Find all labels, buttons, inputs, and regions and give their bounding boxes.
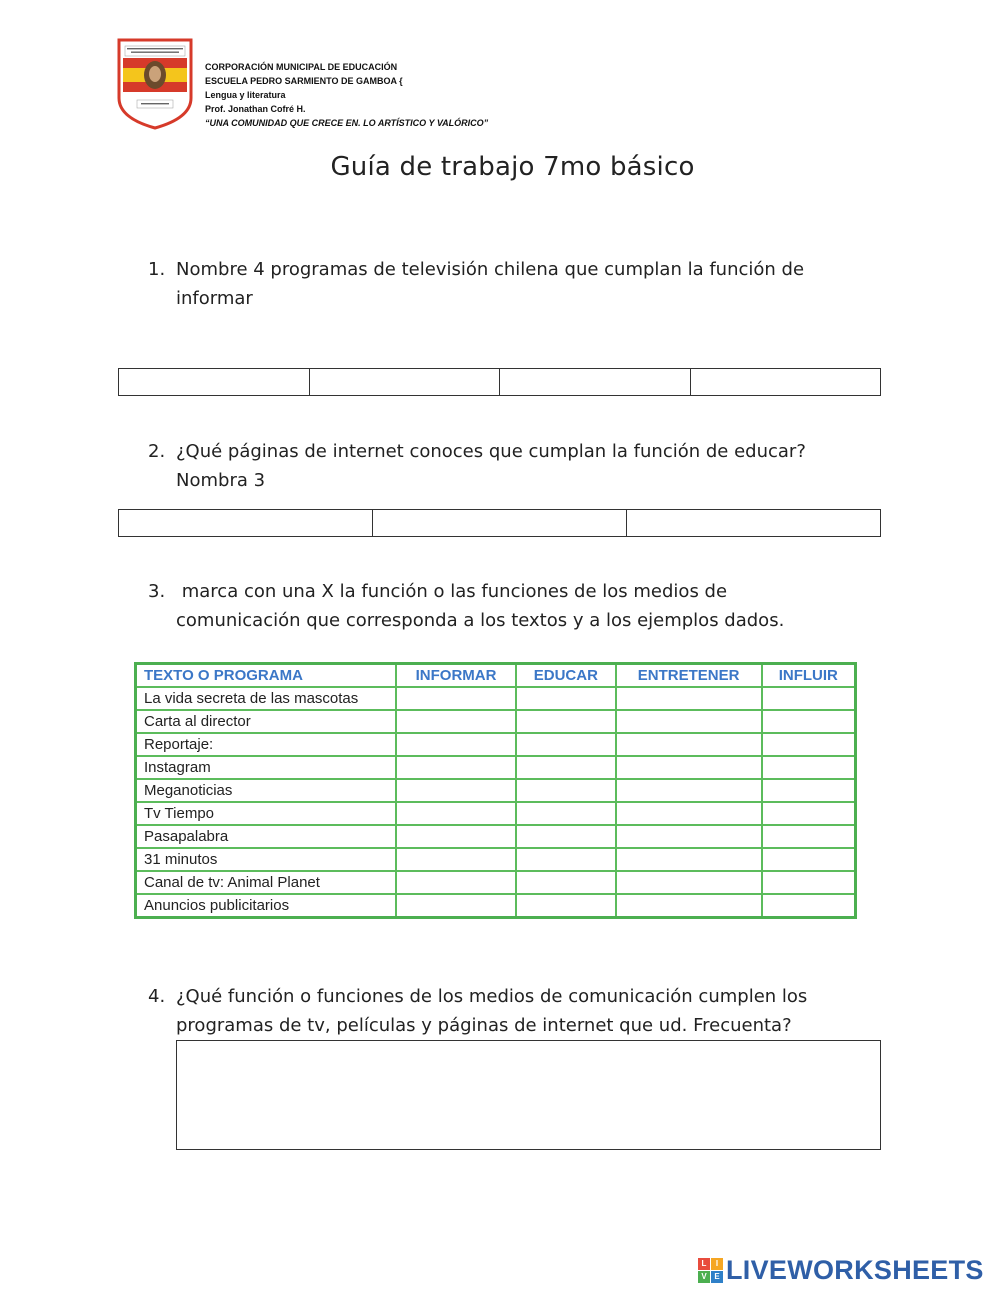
mark-cell-entertain[interactable] (616, 848, 762, 871)
logo-tile-l: L (698, 1258, 710, 1270)
program-name: 31 minutos (136, 848, 397, 871)
header-line-teacher: Prof. Jonathan Cofré H. (205, 104, 306, 114)
mark-cell-inform[interactable] (396, 710, 516, 733)
mark-cell-influence[interactable] (762, 687, 856, 710)
mark-cell-educate[interactable] (516, 756, 615, 779)
mark-cell-inform[interactable] (396, 779, 516, 802)
mark-cell-educate[interactable] (516, 687, 615, 710)
school-header (205, 60, 488, 130)
mark-cell-educate[interactable] (516, 825, 615, 848)
question-2-line2: Nombra 3 (176, 470, 266, 491)
mark-cell-influence[interactable] (762, 756, 856, 779)
mark-cell-inform[interactable] (396, 825, 516, 848)
table-header-row (136, 664, 856, 688)
question-1-line1: Nombre 4 programas de televisión chilena que cumplan la función de (176, 259, 805, 280)
col-header-program: TEXTO O PROGRAMA (136, 664, 397, 688)
col-header-educate: EDUCAR (516, 664, 615, 688)
question-3-line2: comunicación que corresponda a los textos y a los ejemplos dados. (176, 610, 785, 631)
program-name: Anuncios publicitarios (136, 894, 397, 918)
mark-cell-influence[interactable] (762, 802, 856, 825)
answer-cell-q2-1[interactable] (119, 510, 372, 536)
program-name: Canal de tv: Animal Planet (136, 871, 397, 894)
mark-cell-inform[interactable] (396, 802, 516, 825)
mark-cell-inform[interactable] (396, 756, 516, 779)
mark-cell-entertain[interactable] (616, 802, 762, 825)
answer-cell-q2-2[interactable] (372, 510, 626, 536)
table-row (136, 802, 856, 825)
table-row (136, 756, 856, 779)
mark-cell-influence[interactable] (762, 825, 856, 848)
table-row (136, 710, 856, 733)
mark-cell-entertain[interactable] (616, 825, 762, 848)
mark-cell-entertain[interactable] (616, 687, 762, 710)
mark-cell-inform[interactable] (396, 894, 516, 918)
answer-row-q1 (118, 368, 881, 396)
mark-cell-educate[interactable] (516, 710, 615, 733)
table-row (136, 848, 856, 871)
question-4-number: 4. (148, 986, 166, 1007)
question-4-line1: ¿Qué función o funciones de los medios de comunicación cumplen los (176, 986, 808, 1007)
school-crest-logo (117, 38, 193, 130)
col-header-entertain: ENTRETENER (616, 664, 762, 688)
table-row (136, 687, 856, 710)
mark-cell-influence[interactable] (762, 871, 856, 894)
mark-cell-inform[interactable] (396, 687, 516, 710)
header-motto: “UNA COMUNIDAD QUE CRECE EN. LO ARTÍSTICO Y VALÓRICO” (205, 118, 489, 128)
mark-cell-educate[interactable] (516, 733, 615, 756)
mark-cell-inform[interactable] (396, 871, 516, 894)
logo-tile-e: E (711, 1271, 723, 1283)
mark-cell-educate[interactable] (516, 848, 615, 871)
answer-cell-q1-3[interactable] (499, 369, 690, 395)
question-4 (148, 982, 908, 1042)
answer-cell-q2-3[interactable] (626, 510, 880, 536)
table-body (136, 687, 856, 918)
mark-cell-entertain[interactable] (616, 756, 762, 779)
question-4-line2: programas de tv, películas y páginas de internet que ud. Frecuenta? (176, 1015, 792, 1036)
question-1-number: 1. (148, 259, 166, 280)
col-header-influence: INFLUIR (762, 664, 856, 688)
program-name: Carta al director (136, 710, 397, 733)
answer-cell-q1-1[interactable] (119, 369, 309, 395)
question-1-line2: informar (176, 288, 253, 309)
mark-cell-inform[interactable] (396, 733, 516, 756)
mark-cell-entertain[interactable] (616, 733, 762, 756)
header-line-subject: Lengua y literatura (205, 90, 286, 100)
answer-cell-q1-4[interactable] (690, 369, 881, 395)
mark-cell-inform[interactable] (396, 848, 516, 871)
header-line-corporation: CORPORACIÓN MUNICIPAL DE EDUCACIÓN (205, 62, 398, 72)
logo-tile-v: V (698, 1271, 710, 1283)
mark-cell-influence[interactable] (762, 710, 856, 733)
col-header-inform: INFORMAR (396, 664, 516, 688)
program-name: Meganoticias (136, 779, 397, 802)
program-name: Reportaje: (136, 733, 397, 756)
mark-cell-entertain[interactable] (616, 710, 762, 733)
mark-cell-educate[interactable] (516, 871, 615, 894)
question-2-number: 2. (148, 441, 166, 462)
liveworksheets-tiles-icon (698, 1258, 723, 1283)
program-name: La vida secreta de las mascotas (136, 687, 397, 710)
mark-cell-influence[interactable] (762, 894, 856, 918)
table-row (136, 894, 856, 918)
mark-cell-influence[interactable] (762, 779, 856, 802)
answer-row-q2 (118, 509, 881, 537)
table-row (136, 733, 856, 756)
table-row (136, 779, 856, 802)
mark-cell-influence[interactable] (762, 733, 856, 756)
mark-cell-entertain[interactable] (616, 894, 762, 918)
mark-cell-educate[interactable] (516, 802, 615, 825)
program-name: Tv Tiempo (136, 802, 397, 825)
question-1 (148, 255, 908, 315)
table-row (136, 871, 856, 894)
question-3-line1: marca con una X la función o las funciones de los medios de (176, 581, 728, 602)
liveworksheets-brand-text: LIVEWORKSHEETS (726, 1254, 984, 1285)
header-line-school: ESCUELA PEDRO SARMIENTO DE GAMBOA { (205, 76, 403, 86)
table-row (136, 825, 856, 848)
question-3-number: 3. (148, 581, 166, 602)
logo-tile-i: I (711, 1258, 723, 1270)
mark-cell-educate[interactable] (516, 779, 615, 802)
question-3 (148, 577, 908, 637)
program-name: Instagram (136, 756, 397, 779)
mark-cell-entertain[interactable] (616, 871, 762, 894)
answer-cell-q1-2[interactable] (309, 369, 500, 395)
program-name: Pasapalabra (136, 825, 397, 848)
liveworksheets-logo (698, 1255, 984, 1285)
question-2-line1: ¿Qué páginas de internet conoces que cumplan la función de educar? (176, 441, 806, 462)
answer-box-q4[interactable] (176, 1040, 881, 1150)
page-title: Guía de trabajo 7mo básico (330, 152, 695, 182)
mark-cell-influence[interactable] (762, 848, 856, 871)
mark-cell-entertain[interactable] (616, 779, 762, 802)
question-2 (148, 437, 908, 497)
media-functions-table (134, 662, 857, 919)
mark-cell-educate[interactable] (516, 894, 615, 918)
